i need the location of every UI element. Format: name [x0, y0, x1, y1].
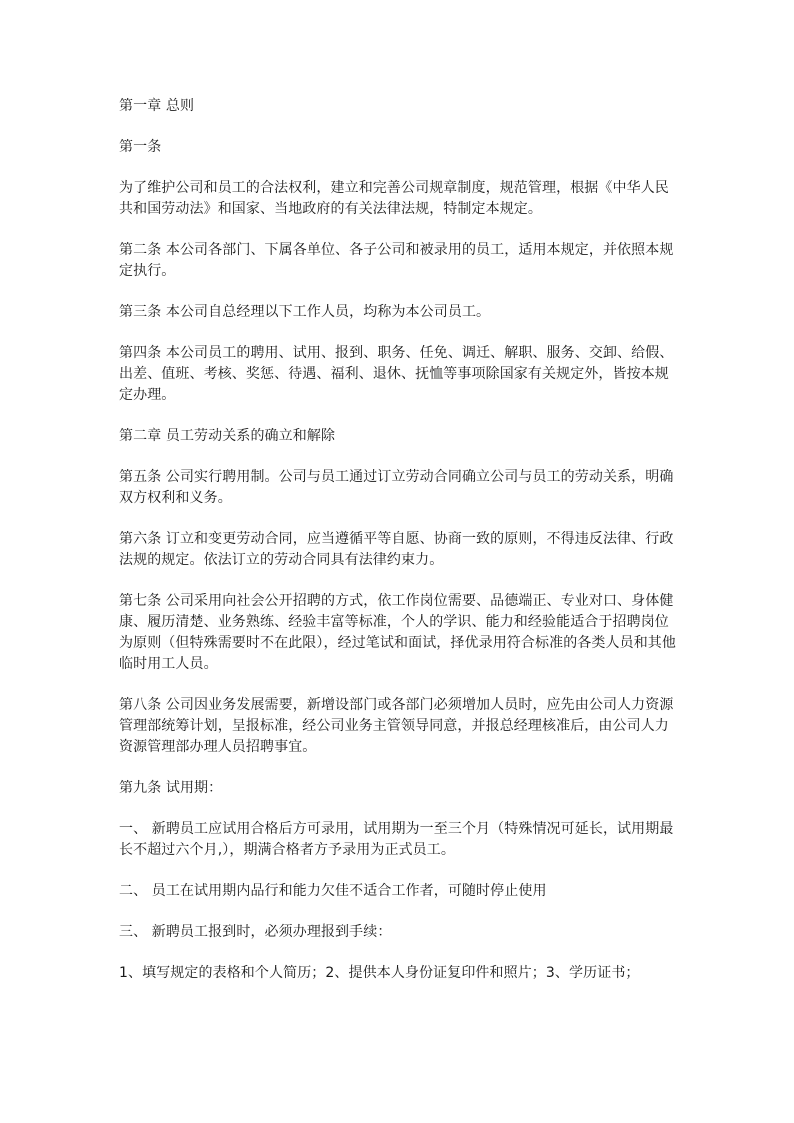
article-4-text: 第四条 本公司员工的聘用、试用、报到、职务、任免、调迁、解职、服务、交卸、给假、出差、值班、考核、奖惩、待遇、福利、退休、抚恤等事项除国家有关规定外，皆按本规定办理。: [119, 345, 674, 403]
article-8-text: 第八条 公司因业务发展需要，新增设部门或各部门必须增加人员时，应先由公司人力资源管理部统筹计划，呈报标准，经公司业务主管领导同意，并报总经理核准后，由公司人力资源管理部办理人员招聘事宜。: [119, 697, 674, 755]
article-1-title: 第一条: [119, 139, 162, 155]
article-9-item-3-detail: 1、填写规定的表格和个人简历；2、提供本人身份证复印件和照片；3、学历证书；: [119, 965, 640, 981]
article-1-text: 为了维护公司和员工的合法权利，建立和完善公司规章制度，规范管理，根据《中华人民共和国劳动法》和国家、当地政府的有关法律法规，特制定本规定。: [119, 180, 669, 217]
document-body: [119, 96, 679, 1004]
article-7-text: 第七条 公司采用向社会公开招聘的方式，依工作岗位需要、品德端正、专业对口、身体健康、履历清楚、业务熟练、经验丰富等标准，个人的学识、能力和经验能适合于招聘岗位为原则（但特殊需要时不在此限），经过笔试和面试，择优录用符合标准的各类人员和其他临时用工人员。: [119, 593, 676, 672]
article-9-item-3: 三、 新聘员工报到时，必须办理报到手续：: [119, 924, 392, 940]
article-2-text: 第二条 本公司各部门、下属各单位、各子公司和被录用的员工，适用本规定，并依照本规定执行。: [119, 242, 674, 279]
article-3-text: 第三条 本公司自总经理以下工作人员，均称为本公司员工。: [119, 304, 491, 320]
article-5-text: 第五条 公司实行聘用制。公司与员工通过订立劳动合同确立公司与员工的劳动关系，明确双方权利和义务。: [119, 469, 674, 506]
article-6-text: 第六条 订立和变更劳动合同，应当遵循平等自愿、协商一致的原则，不得违反法律、行政法规的规定。依法订立的劳动合同具有法律约束力。: [119, 531, 674, 568]
chapter-2-title: 第二章 员工劳动关系的确立和解除: [119, 428, 336, 444]
article-9-title: 第九条 试用期：: [119, 780, 223, 796]
chapter-1-title: 第一章 总则: [119, 98, 195, 114]
article-9-item-1: 一、 新聘员工应试用合格后方可录用，试用期为一至三个月（特殊情况可延长，试用期最长不超过六个月,），期满合格者方予录用为正式员工。: [119, 821, 674, 858]
article-9-item-2: 二、 员工在试用期内品行和能力欠佳不适合工作者，可随时停止使用: [119, 883, 547, 899]
